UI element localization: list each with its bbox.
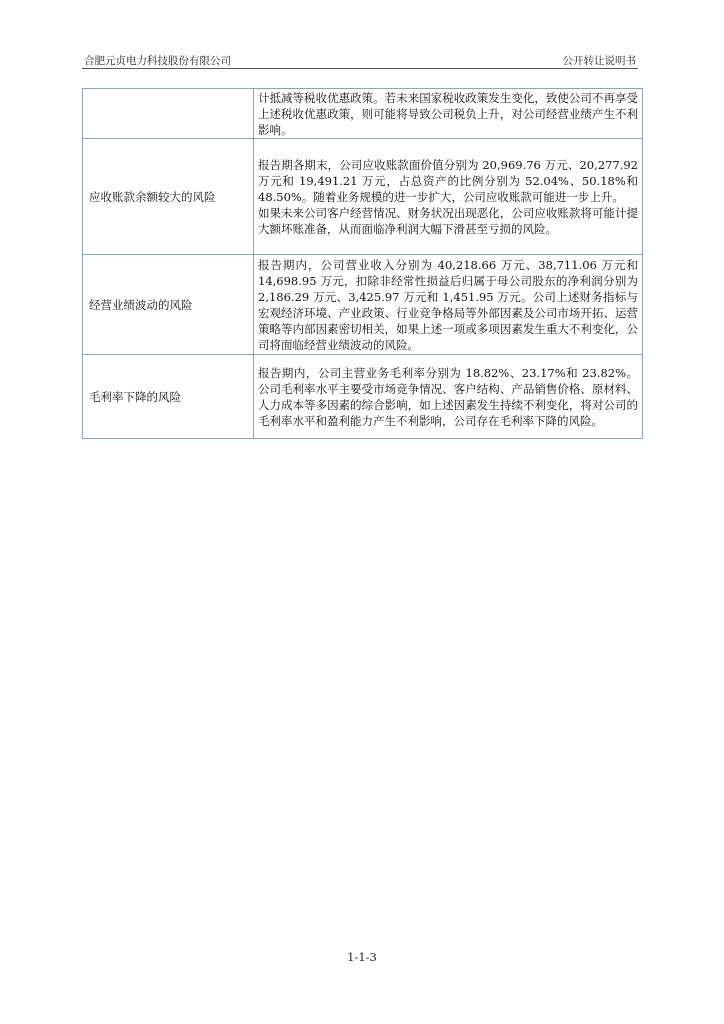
risk-description-cell <box>254 89 643 139</box>
table-row <box>83 255 643 355</box>
risk-name-cell: 经营业绩波动的风险 <box>83 255 254 355</box>
page-number: 1-1-3 <box>347 950 377 964</box>
risk-name-cell <box>83 89 254 139</box>
risk-description-cell <box>254 355 643 439</box>
risk-paragraph: 报告期内，公司主营业务毛利率分别为 18.82%、23.17%和 23.82%。公司毛利率水平主要受市场竞争情况、客户结构、产品销售价格、原材料、人力成本等多因素的综合影响，如上述因素发生持续不利变化，将对公司的毛利率水平和盈利能力产生不利影响，公司存在毛利率下降的风险。 <box>258 365 638 428</box>
document-title: 公开转让说明书 <box>562 55 636 67</box>
table-row <box>83 139 643 255</box>
table-row <box>83 355 643 439</box>
table-row <box>83 89 643 139</box>
risk-paragraph: 计抵减等税收优惠政策。若未来国家税收政策发生变化，致使公司不再享受上述税收优惠政策，则可能将导致公司税负上升，对公司经营业绩产生不利影响。 <box>258 90 638 137</box>
risk-name-cell: 毛利率下降的风险 <box>83 355 254 439</box>
risk-name-cell: 应收账款余额较大的风险 <box>83 139 254 255</box>
risk-factors-table <box>82 88 643 439</box>
page-header <box>82 52 638 69</box>
risk-paragraph: 报告期各期末，公司应收账款面价值分别为 20,969.76 万元、20,277.92 万元和 19,491.21 万元，占总资产的比例分别为 52.04%、50.18%和 48.50%。随着业务规模的进一步扩大，公司应收账款可能进一步上升。 <box>258 157 638 204</box>
risk-paragraph: 如果未来公司客户经营情况、财务状况出现恶化，公司应收账款将可能计提大额坏账准备，从而面临净利润大幅下滑甚至亏损的风险。 <box>258 205 638 236</box>
company-name: 合肥元贞电力科技股份有限公司 <box>84 55 231 67</box>
risk-description-cell <box>254 255 643 355</box>
risk-paragraph: 报告期内，公司营业收入分别为 40,218.66 万元、38,711.06 万元和 14,698.95 万元，扣除非经常性损益后归属于母公司股东的净利润分别为 2,186.29 万元、3,425.97 万元和 1,451.95 万元。公司上述财务指标与宏观经济环境、产业政策、行业竞争格局等外部因素及公司市场开拓、运营策略等内部因素密切相关，如果上述一项或多项因素发生重大不利变化，公司将面临经营业绩波动的风险。 <box>258 257 638 352</box>
risk-description-cell <box>254 139 643 255</box>
